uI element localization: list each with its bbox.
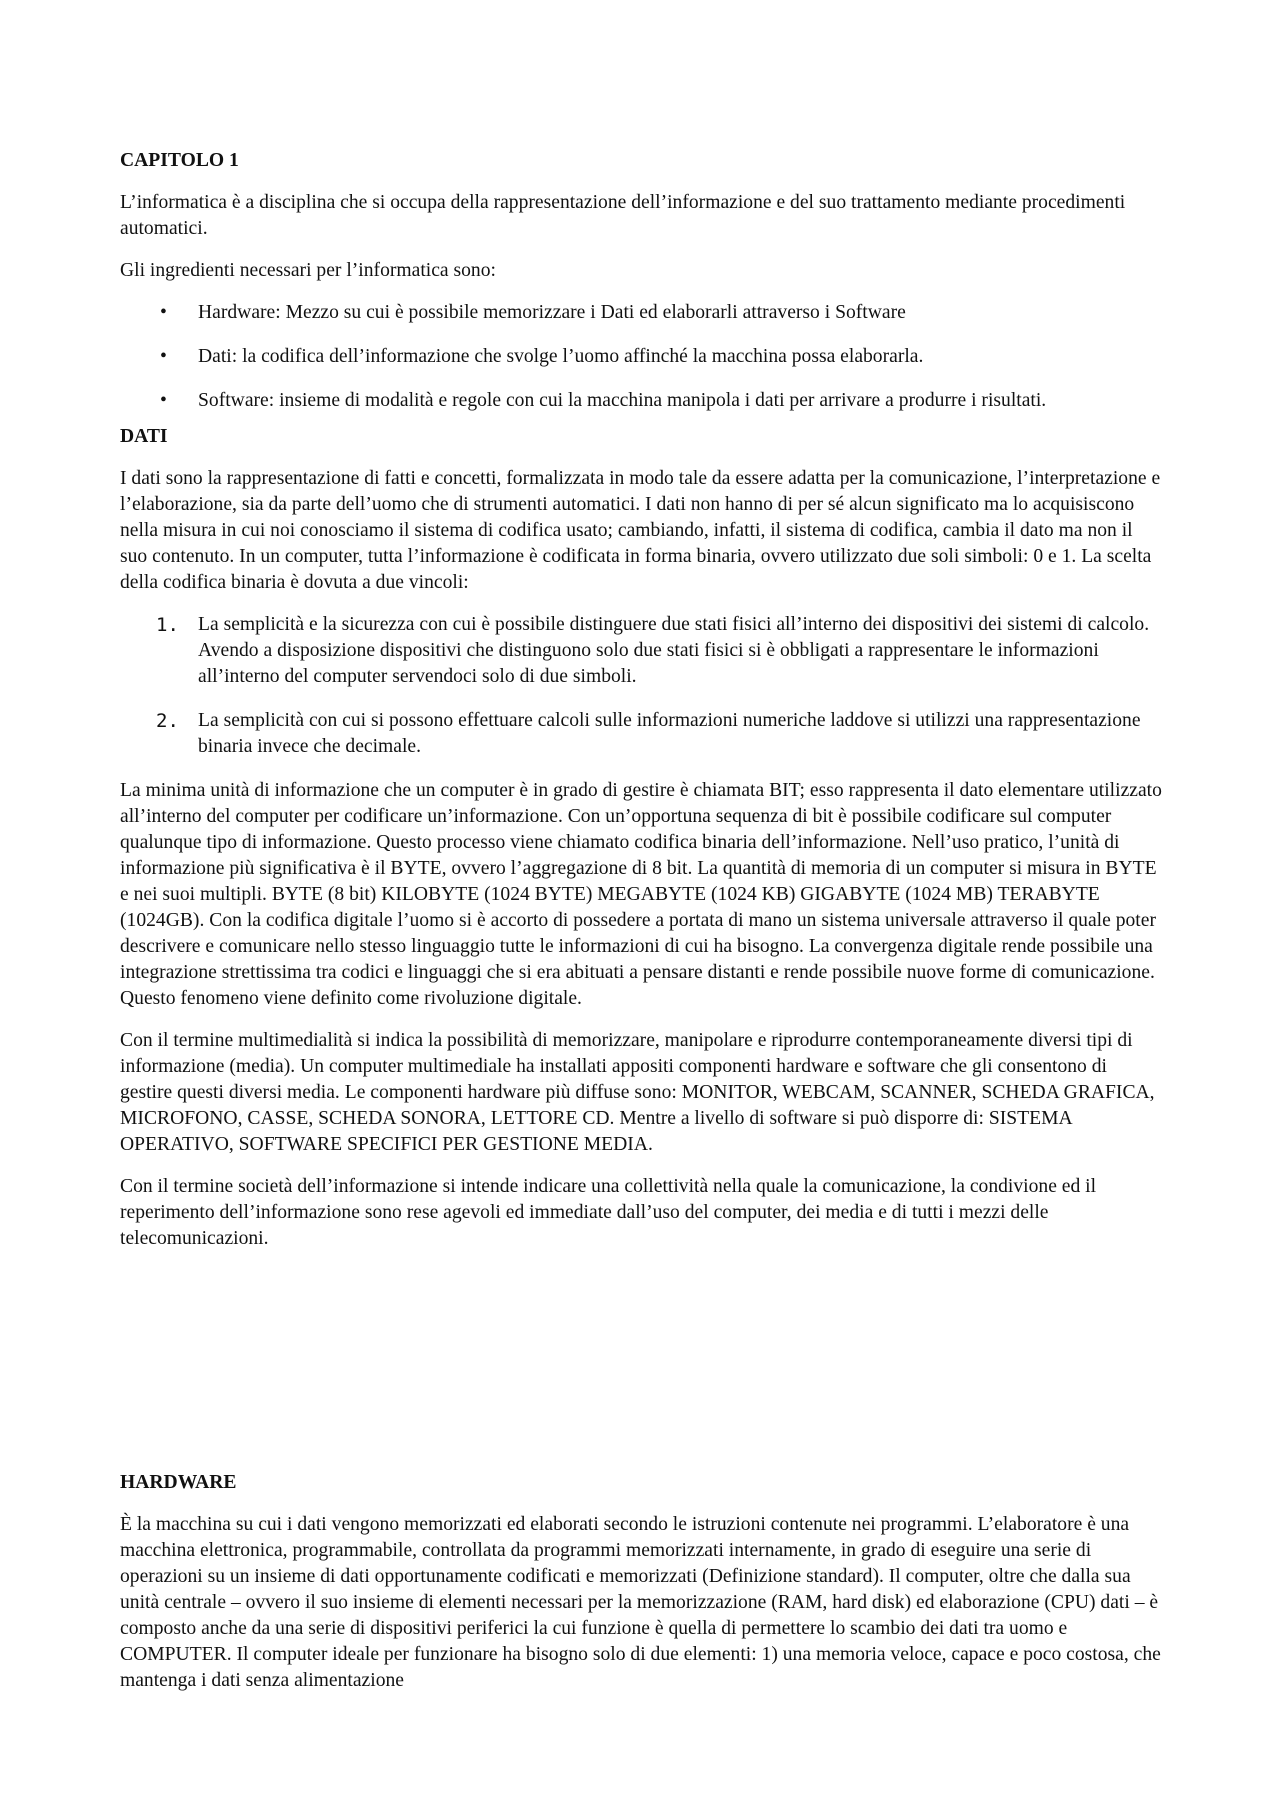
list-item-text: Dati: la codifica dell’informazione che svolge l’uomo affinché la macchina possa elaborarla. xyxy=(198,346,924,367)
chapter-intro-paragraph: L’informatica è a disciplina che si occupa della rappresentazione dell’informazione e del suo trattamento mediante procedimenti automatici. xyxy=(120,192,1126,239)
dati-paragraph-1: I dati sono la rappresentazione di fatti e concetti, formalizzata in modo tale da essere adatta per la comunicazione, l’interpretazione e l’elaborazione, sia da parte dell’uomo che di strumenti automatici. I dati non hanno di per sé alcun significato ma lo acquisiscono nella misura in cui noi conosciamo il sistema di codifica usato; cambiando, infatti, il sistema di codifica, cambia il dato ma non il suo contenuto. In un computer, tutta l’informazione è codificata in forma binaria, ovvero utilizzato due soli simboli: 0 e 1. La scelta della codifica binaria è dovuta a due vincoli: xyxy=(120,468,1161,593)
list-item-text: La semplicità con cui si possono effettuare calcoli sulle informazioni numeriche laddove si utilizzi una rappresentazione binaria invece che decimale. xyxy=(198,710,1141,757)
dati-heading: DATI xyxy=(120,426,168,447)
bullet-icon: • xyxy=(160,346,167,367)
list-item-text: La semplicità e la sicurezza con cui è possibile distinguere due stati fisici all’interno dei dispositivi dei sistemi di calcolo. Avendo a disposizione dispositivi che distinguono solo due stati fisici si è obbligati a rappresentare le informazioni all’interno del computer servendoci solo di due simboli. xyxy=(198,614,1150,687)
hardware-heading: HARDWARE xyxy=(120,1472,237,1493)
main-content xyxy=(120,148,1162,1252)
list-item xyxy=(120,300,1162,326)
hardware-section xyxy=(120,1470,1162,1694)
list-item xyxy=(120,612,1162,690)
bullet-icon: • xyxy=(160,390,167,411)
list-item-text: Software: insieme di modalità e regole con cui la macchina manipola i dati per arrivare a produrre i risultati. xyxy=(198,390,1047,411)
list-item xyxy=(120,344,1162,370)
ingredients-lead-paragraph: Gli ingredienti necessari per l’informatica sono: xyxy=(120,260,496,281)
dati-paragraph-4: Con il termine società dell’informazione si intende indicare una collettività nella quale la comunicazione, la condivione ed il reperimento dell’informazione sono rese agevoli ed immediate dall’uso del computer, dei media e di tutti i mezzi delle telecomunicazioni. xyxy=(120,1176,1097,1249)
list-item xyxy=(120,708,1162,760)
dati-paragraph-2: La minima unità di informazione che un computer è in grado di gestire è chiamata BIT; esso rappresenta il dato elementare utilizzato all’interno del computer per codificare un’informazione. Con un’opportuna sequenza di bit è possibile codificare sul computer qualunque tipo di informazione. Questo processo viene chiamato codifica binaria dell’informazione. Nell’uso pratico, l’unità di informazione più significativa è il BYTE, ovvero l’aggregazione di 8 bit. La quantità di memoria di un computer si misura in BYTE e nei suoi multipli. BYTE (8 bit) KILOBYTE (1024 BYTE) MEGABYTE (1024 KB) GIGABYTE (1024 MB) TERABYTE (1024GB). Con la codifica digitale l’uomo si è accorto di possedere a portata di mano un sistema universale attraverso il quale poter descrivere e comunicare nello stesso linguaggio tutte le informazioni di cui ha bisogno. La convergenza digitale rende possibile una integrazione strettissima tra codici e linguaggi che si era abituati a pensare distanti e rende possibile nuove forme di comunicazione. Questo fenomeno viene definito come rivoluzione digitale. xyxy=(120,780,1162,1009)
list-item-text: Hardware: Mezzo su cui è possibile memorizzare i Dati ed elaborarli attraverso i Software xyxy=(198,302,906,323)
list-number: 1. xyxy=(156,614,179,636)
ingredients-list xyxy=(120,300,1162,414)
bullet-icon: • xyxy=(160,302,167,323)
hardware-paragraph-1: È la macchina su cui i dati vengono memorizzati ed elaborati secondo le istruzioni contenute nei programmi. L’elaboratore è una macchina elettronica, programmabile, controllata da programmi memorizzati internamente, in grado di eseguire una serie di operazioni su un insieme di dati opportunamente codificati e memorizzati (Definizione standard). Il computer, oltre che dalla sua unità centrale – ovvero il suo insieme di elementi necessari per la memorizzazione (RAM, hard disk) ed elaborazione (CPU) dati – è composto anche da una serie di dispositivi periferici la cui funzione è quella di permettere lo scambio dei dati tra uomo e COMPUTER. Il computer ideale per funzionare ha bisogno solo di due elementi: 1) una memoria veloce, capace e poco costosa, che mantenga i dati senza alimentazione xyxy=(120,1514,1161,1691)
binary-constraints-list xyxy=(120,612,1162,760)
chapter-title: CAPITOLO 1 xyxy=(120,150,239,171)
list-number: 2. xyxy=(156,710,179,732)
dati-paragraph-3: Con il termine multimedialità si indica la possibilità di memorizzare, manipolare e riprodurre contemporaneamente diversi tipi di informazione (media). Un computer multimediale ha installati appositi componenti hardware e software che gli consentono di gestire questi diversi media. Le componenti hardware più diffuse sono: MONITOR, WEBCAM, SCANNER, SCHEDA GRAFICA, MICROFONO, CASSE, SCHEDA SONORA, LETTORE CD. Mentre a livello di software si può disporre di: SISTEMA OPERATIVO, SOFTWARE SPECIFICI PER GESTIONE MEDIA. xyxy=(120,1030,1155,1155)
list-item xyxy=(120,388,1162,414)
